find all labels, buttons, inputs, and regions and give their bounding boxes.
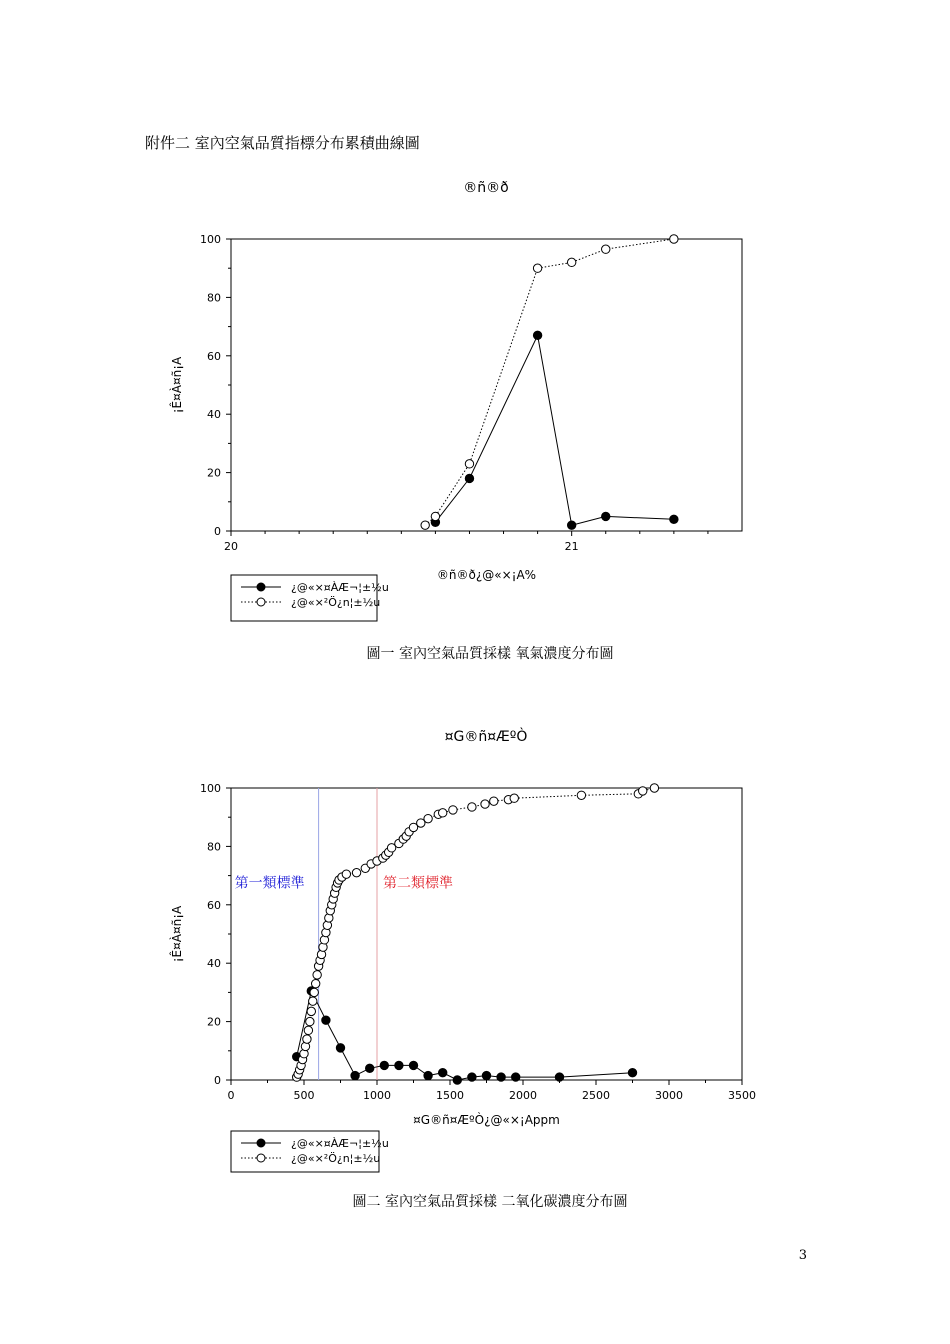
cumulative-point	[310, 988, 318, 996]
y-tick-label: 80	[207, 840, 221, 854]
class1-standard-label: 第一類標準	[234, 875, 305, 892]
cumulative-point	[311, 979, 319, 987]
page-heading: 附件二 室內空氣品質指標分布累積曲線圖	[145, 134, 420, 152]
cumulative-point	[468, 803, 476, 811]
page-number: 3	[798, 1248, 807, 1263]
y-tick-label: 100	[200, 233, 221, 246]
legend-label: ¿@«×²Ö¿n¦±½u	[291, 1152, 381, 1165]
x-tick-label: 0	[227, 1089, 235, 1102]
distribution-point	[555, 1073, 563, 1081]
legend-filled-marker	[257, 1139, 265, 1147]
cumulative-point	[639, 787, 647, 795]
cumulative-point	[307, 1007, 315, 1015]
x-tick-label: 21	[564, 540, 579, 553]
y-tick-label: 60	[207, 349, 221, 363]
class2-standard-label: 第二類標準	[383, 875, 453, 892]
y-tick-label: 40	[207, 408, 221, 422]
distribution-series-line	[297, 991, 633, 1080]
chart1-caption: 圖一 室內空氣品質採樣 氧氣濃度分布圖	[366, 646, 614, 662]
y-tick-label: 100	[200, 782, 221, 795]
y-tick-label: 0	[214, 525, 221, 538]
cumulative-point	[303, 1035, 311, 1043]
cumulative-point	[342, 870, 350, 878]
legend-label: ¿@«×¤ÀÆ¬¦±½u	[291, 581, 389, 594]
cumulative-point	[352, 868, 360, 876]
y-axis-label: ¡Ê¤À¤ñ¡A	[170, 905, 184, 963]
x-tick-label: 1500	[436, 1089, 464, 1102]
cumulative-series-line	[297, 788, 655, 1077]
x-tick-label: 1000	[363, 1089, 391, 1102]
distribution-point	[395, 1061, 403, 1069]
x-axis-label: ¤G®ñ¤ÆºÒ¿@«×¡Appm	[413, 1113, 560, 1127]
cumulative-point	[309, 997, 317, 1005]
distribution-point	[366, 1064, 374, 1072]
cumulative-point	[449, 806, 457, 814]
y-tick-label: 80	[207, 291, 221, 305]
legend-label: ¿@«×¤ÀÆ¬¦±½u	[291, 1137, 389, 1150]
cumulative-point	[650, 784, 658, 792]
distribution-point	[497, 1073, 505, 1081]
y-tick-label: 40	[207, 957, 221, 971]
y-tick-label: 20	[207, 1015, 221, 1029]
distribution-point	[628, 1069, 636, 1077]
legend-label: ¿@«×²Ö¿n¦±½u	[291, 596, 381, 609]
cumulative-point	[439, 809, 447, 817]
cumulative-point	[490, 797, 498, 805]
cumulative-point	[306, 1017, 314, 1025]
distribution-point	[512, 1073, 520, 1081]
chart2-title: ¤G®ñ¤ÆºÒ	[444, 729, 528, 745]
distribution-point	[439, 1069, 447, 1077]
cumulative-point	[424, 814, 432, 822]
chart2-caption: 圖二 室內空氣品質採樣 二氧化碳濃度分布圖	[352, 1194, 628, 1210]
distribution-point	[322, 1016, 330, 1024]
distribution-point	[351, 1071, 359, 1079]
y-tick-label: 20	[207, 466, 221, 480]
x-tick-label: 500	[293, 1089, 315, 1102]
distribution-point	[424, 1071, 432, 1079]
x-tick-label: 2500	[582, 1089, 610, 1102]
chart1-title: ®ñ®ð	[463, 180, 509, 196]
x-tick-label: 20	[224, 540, 238, 553]
distribution-point	[336, 1044, 344, 1052]
cumulative-point	[481, 800, 489, 808]
x-tick-label: 3500	[728, 1089, 756, 1102]
distribution-point	[468, 1073, 476, 1081]
legend-open-marker	[257, 1154, 265, 1162]
cumulative-point	[313, 971, 321, 979]
cumulative-point	[577, 791, 585, 799]
y-axis-label: ¡Ê¤À¤ñ¡A	[170, 356, 184, 414]
y-tick-label: 0	[214, 1074, 221, 1087]
distribution-point	[453, 1076, 461, 1084]
cumulative-point	[510, 794, 518, 802]
x-tick-label: 2000	[509, 1089, 537, 1102]
distribution-point	[409, 1061, 417, 1069]
distribution-point	[482, 1071, 490, 1079]
y-tick-label: 60	[207, 898, 221, 912]
x-tick-label: 3000	[655, 1089, 683, 1102]
cumulative-point	[304, 1026, 312, 1034]
x-axis-label: ®ñ®ð¿@«×¡A%	[436, 568, 537, 582]
distribution-point	[380, 1061, 388, 1069]
